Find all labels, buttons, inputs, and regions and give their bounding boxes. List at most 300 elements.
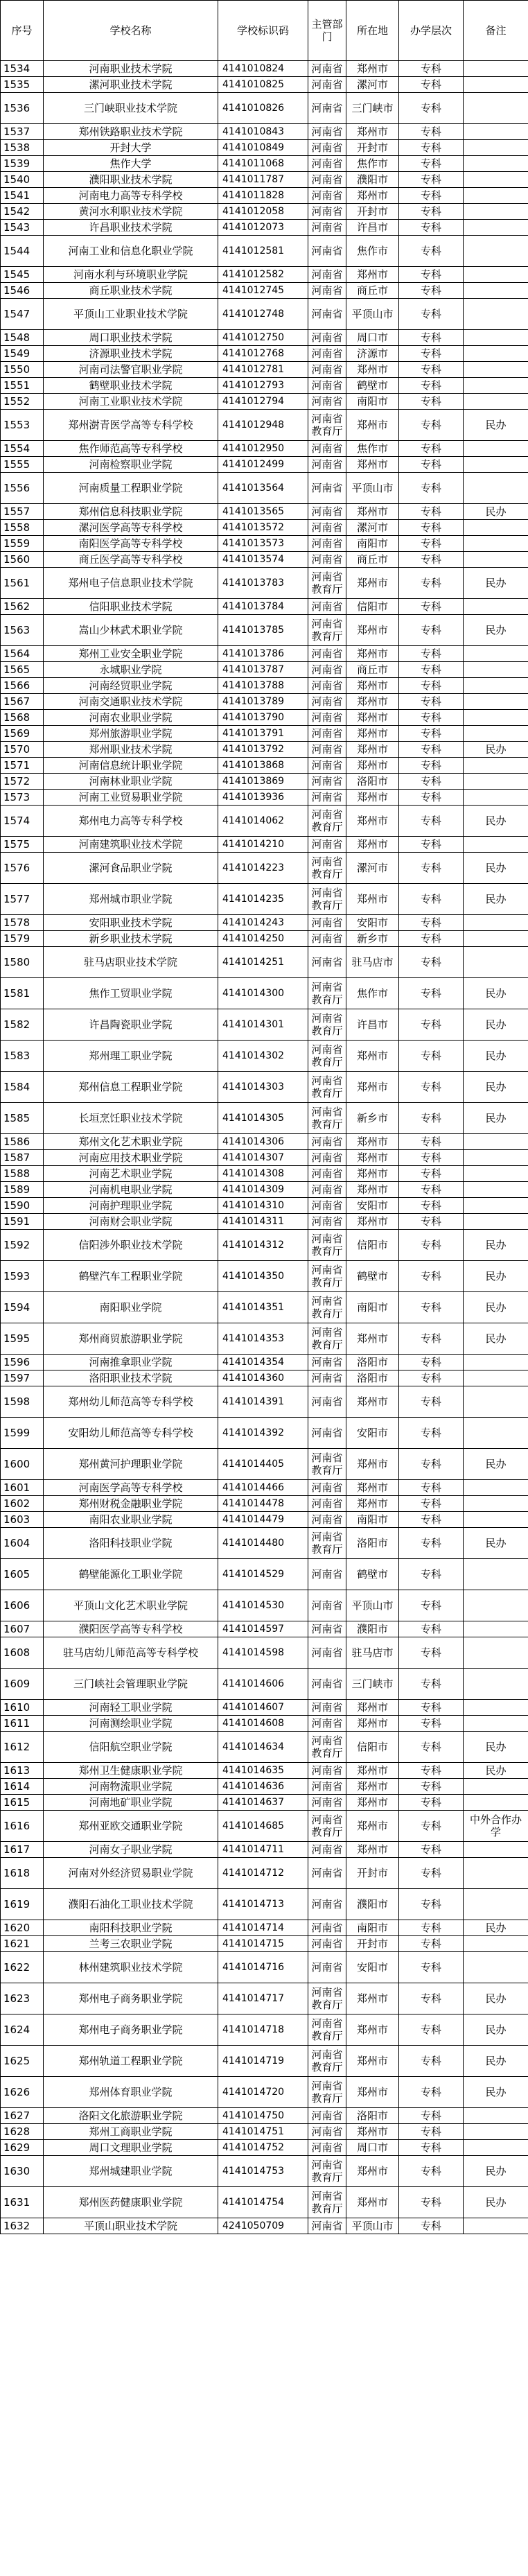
education-level-cell: 专科 — [399, 77, 464, 93]
row-number-cell: 1556 — [1, 473, 44, 504]
row-number-cell: 1601 — [1, 1480, 44, 1496]
row-number-cell: 1537 — [1, 124, 44, 140]
authority-cell: 河南省教育厅 — [308, 1230, 346, 1261]
table-row — [1, 2108, 528, 2124]
row-number-cell: 1551 — [1, 378, 44, 394]
education-level-cell: 专科 — [399, 1261, 464, 1292]
education-level-cell: 专科 — [399, 188, 464, 204]
authority-cell: 河南省教育厅 — [308, 1072, 346, 1103]
row-number-cell: 1606 — [1, 1590, 44, 1621]
authority-cell: 河南省教育厅 — [308, 978, 346, 1009]
remark-cell — [464, 1198, 528, 1214]
school-name-cell: 鹤壁能源化工职业学院 — [44, 1559, 218, 1590]
table-row — [1, 1952, 528, 1983]
location-cell: 许昌市 — [346, 1009, 399, 1041]
table-row — [1, 2218, 528, 2234]
education-level-cell: 专科 — [399, 283, 464, 299]
education-level-cell: 专科 — [399, 2046, 464, 2077]
table-row — [1, 299, 528, 330]
remark-cell — [464, 662, 528, 678]
school-name-cell: 商丘医学高等专科学校 — [44, 552, 218, 568]
table-row — [1, 615, 528, 646]
school-code-cell: 4141014479 — [218, 1512, 308, 1528]
school-name-cell: 河南轻工职业学院 — [44, 1700, 218, 1716]
row-number-cell: 1582 — [1, 1009, 44, 1041]
school-name-cell: 河南财会职业学院 — [44, 1214, 218, 1230]
school-code-cell: 4141014351 — [218, 1292, 308, 1323]
school-name-cell: 河南信息统计职业学院 — [44, 758, 218, 774]
remark-cell: 民办 — [464, 978, 528, 1009]
authority-cell: 河南省 — [308, 346, 346, 362]
remark-cell — [464, 520, 528, 536]
education-level-cell: 专科 — [399, 220, 464, 236]
location-cell: 郑州市 — [346, 1983, 399, 2014]
education-level-cell: 专科 — [399, 710, 464, 726]
row-number-cell: 1579 — [1, 931, 44, 947]
table-row — [1, 1637, 528, 1669]
table-row — [1, 1512, 528, 1528]
education-level-cell: 专科 — [399, 1198, 464, 1214]
row-number-cell: 1590 — [1, 1198, 44, 1214]
remark-cell — [464, 124, 528, 140]
authority-cell: 河南省 — [308, 915, 346, 931]
table-row — [1, 346, 528, 362]
remark-cell — [464, 1795, 528, 1811]
remark-cell: 民办 — [464, 2156, 528, 2187]
school-name-cell: 河南测绘职业学院 — [44, 1716, 218, 1732]
location-cell: 郑州市 — [346, 806, 399, 837]
school-code-cell: 4141010849 — [218, 140, 308, 156]
location-cell: 开封市 — [346, 204, 399, 220]
education-level-cell: 专科 — [399, 662, 464, 678]
education-level-cell: 专科 — [399, 1637, 464, 1669]
remark-cell: 民办 — [464, 2187, 528, 2218]
location-cell: 鹤壁市 — [346, 378, 399, 394]
authority-cell: 河南省 — [308, 1920, 346, 1936]
remark-cell — [464, 536, 528, 552]
authority-cell: 河南省教育厅 — [308, 2187, 346, 2218]
authority-cell: 河南省教育厅 — [308, 410, 346, 441]
row-number-cell: 1615 — [1, 1795, 44, 1811]
table-row — [1, 2046, 528, 2077]
location-cell: 洛阳市 — [346, 1355, 399, 1370]
location-cell: 焦作市 — [346, 236, 399, 267]
table-row — [1, 1072, 528, 1103]
table-row — [1, 646, 528, 662]
education-level-cell: 专科 — [399, 1166, 464, 1182]
education-level-cell: 专科 — [399, 1041, 464, 1072]
education-level-cell: 专科 — [399, 378, 464, 394]
row-number-cell: 1541 — [1, 188, 44, 204]
location-cell: 许昌市 — [346, 220, 399, 236]
location-cell: 郑州市 — [346, 267, 399, 283]
education-level-cell: 专科 — [399, 615, 464, 646]
school-name-cell: 信阳职业技术学院 — [44, 599, 218, 615]
authority-cell: 河南省 — [308, 1418, 346, 1449]
education-level-cell: 专科 — [399, 915, 464, 931]
school-code-cell: 4141012781 — [218, 362, 308, 378]
authority-cell: 河南省教育厅 — [308, 1732, 346, 1763]
authority-cell: 河南省 — [308, 362, 346, 378]
remark-cell — [464, 1700, 528, 1716]
location-cell: 漯河市 — [346, 853, 399, 884]
authority-cell: 河南省教育厅 — [308, 2046, 346, 2077]
row-number-cell: 1598 — [1, 1386, 44, 1418]
table-row — [1, 710, 528, 726]
location-cell: 信阳市 — [346, 1732, 399, 1763]
education-level-cell: 专科 — [399, 1842, 464, 1858]
location-cell: 济源市 — [346, 346, 399, 362]
location-cell: 郑州市 — [346, 457, 399, 473]
school-code-cell: 4141014306 — [218, 1134, 308, 1150]
authority-cell: 河南省 — [308, 1637, 346, 1669]
table-row — [1, 1983, 528, 2014]
school-name-cell: 漯河食品职业学院 — [44, 853, 218, 884]
row-number-cell: 1574 — [1, 806, 44, 837]
school-name-cell: 河南女子职业学院 — [44, 1842, 218, 1858]
school-name-cell: 河南司法警官职业学院 — [44, 362, 218, 378]
education-level-cell: 专科 — [399, 1512, 464, 1528]
school-code-cell: 4141014636 — [218, 1779, 308, 1795]
row-number-cell: 1560 — [1, 552, 44, 568]
table-row — [1, 774, 528, 790]
authority-cell: 河南省 — [308, 140, 346, 156]
table-row — [1, 2187, 528, 2218]
school-code-cell: 4141014307 — [218, 1150, 308, 1166]
school-name-cell: 郑州亚欧交通职业学院 — [44, 1811, 218, 1842]
location-cell: 郑州市 — [346, 742, 399, 758]
education-level-cell: 专科 — [399, 1370, 464, 1386]
remark-cell — [464, 77, 528, 93]
location-cell: 郑州市 — [346, 1496, 399, 1512]
remark-cell: 民办 — [464, 1072, 528, 1103]
school-name-cell: 郑州工商职业学院 — [44, 2124, 218, 2140]
school-code-cell: 4141014310 — [218, 1198, 308, 1214]
school-name-cell: 黄河水利职业技术学院 — [44, 204, 218, 220]
school-name-cell: 商丘职业技术学院 — [44, 283, 218, 299]
location-cell: 郑州市 — [346, 2046, 399, 2077]
location-cell: 三门峡市 — [346, 93, 399, 124]
remark-cell — [464, 283, 528, 299]
school-name-cell: 濮阳医学高等专科学校 — [44, 1621, 218, 1637]
school-name-cell: 南阳医学高等专科学校 — [44, 536, 218, 552]
remark-cell — [464, 2108, 528, 2124]
location-cell: 郑州市 — [346, 410, 399, 441]
table-row — [1, 1480, 528, 1496]
school-name-cell: 河南艺术职业学院 — [44, 1166, 218, 1182]
school-name-cell: 郑州电子商务职业学院 — [44, 2014, 218, 2046]
authority-cell: 河南省教育厅 — [308, 568, 346, 599]
school-code-cell: 4141013791 — [218, 726, 308, 742]
row-number-cell: 1602 — [1, 1496, 44, 1512]
remark-cell — [464, 1716, 528, 1732]
authority-cell: 河南省 — [308, 726, 346, 742]
education-level-cell: 专科 — [399, 790, 464, 806]
remark-cell — [464, 1637, 528, 1669]
row-number-cell: 1620 — [1, 1920, 44, 1936]
row-number-cell: 1555 — [1, 457, 44, 473]
location-cell: 郑州市 — [346, 2124, 399, 2140]
table-row — [1, 853, 528, 884]
row-number-cell: 1616 — [1, 1811, 44, 1842]
school-name-cell: 郑州电子信息职业技术学院 — [44, 568, 218, 599]
remark-cell — [464, 710, 528, 726]
education-level-cell: 专科 — [399, 536, 464, 552]
school-name-cell: 平顶山文化艺术职业学院 — [44, 1590, 218, 1621]
table-row — [1, 77, 528, 93]
school-name-cell: 平顶山职业技术学院 — [44, 2218, 218, 2234]
row-number-cell: 1580 — [1, 947, 44, 978]
header-school-name: 学校名称 — [44, 1, 218, 61]
location-cell: 周口市 — [346, 330, 399, 346]
remark-cell — [464, 188, 528, 204]
header-level: 办学层次 — [399, 1, 464, 61]
authority-cell: 河南省 — [308, 1480, 346, 1496]
row-number-cell: 1614 — [1, 1779, 44, 1795]
location-cell: 南阳市 — [346, 536, 399, 552]
school-name-cell: 许昌职业技术学院 — [44, 220, 218, 236]
school-name-cell: 河南检察职业学院 — [44, 457, 218, 473]
location-cell: 郑州市 — [346, 1323, 399, 1355]
school-name-cell: 郑州澍青医学高等专科学校 — [44, 410, 218, 441]
remark-cell: 民办 — [464, 615, 528, 646]
remark-cell — [464, 61, 528, 77]
table-row — [1, 931, 528, 947]
row-number-cell: 1535 — [1, 77, 44, 93]
education-level-cell: 专科 — [399, 1920, 464, 1936]
school-name-cell: 洛阳科技职业学院 — [44, 1528, 218, 1559]
remark-cell — [464, 2124, 528, 2140]
school-name-cell: 郑州卫生健康职业学院 — [44, 1763, 218, 1779]
row-number-cell: 1534 — [1, 61, 44, 77]
school-name-cell: 南阳科技职业学院 — [44, 1920, 218, 1936]
location-cell: 平顶山市 — [346, 2218, 399, 2234]
school-name-cell: 许昌陶瓷职业学院 — [44, 1009, 218, 1041]
location-cell: 郑州市 — [346, 790, 399, 806]
authority-cell: 河南省 — [308, 1842, 346, 1858]
remark-cell — [464, 1150, 528, 1166]
row-number-cell: 1588 — [1, 1166, 44, 1182]
education-level-cell: 专科 — [399, 2187, 464, 2218]
school-name-cell: 河南农业职业学院 — [44, 710, 218, 726]
row-number-cell: 1576 — [1, 853, 44, 884]
remark-cell — [464, 1386, 528, 1418]
remark-cell — [464, 726, 528, 742]
education-level-cell: 专科 — [399, 299, 464, 330]
school-code-cell: 4141013789 — [218, 694, 308, 710]
school-name-cell: 洛阳职业技术学院 — [44, 1370, 218, 1386]
authority-cell: 河南省教育厅 — [308, 806, 346, 837]
header-dept: 主管部门 — [308, 1, 346, 61]
remark-cell — [464, 172, 528, 188]
location-cell: 郑州市 — [346, 362, 399, 378]
education-level-cell: 专科 — [399, 568, 464, 599]
remark-cell: 民办 — [464, 1041, 528, 1072]
row-number-cell: 1589 — [1, 1182, 44, 1198]
remark-cell — [464, 1370, 528, 1386]
row-number-cell: 1559 — [1, 536, 44, 552]
remark-cell: 民办 — [464, 1323, 528, 1355]
location-cell: 信阳市 — [346, 599, 399, 615]
school-name-cell: 郑州体育职业学院 — [44, 2077, 218, 2108]
remark-cell: 民办 — [464, 1449, 528, 1480]
authority-cell: 河南省 — [308, 1166, 346, 1182]
location-cell: 郑州市 — [346, 726, 399, 742]
table-row — [1, 1889, 528, 1920]
education-level-cell: 专科 — [399, 362, 464, 378]
school-code-cell: 4141014713 — [218, 1889, 308, 1920]
school-code-cell: 4141014354 — [218, 1355, 308, 1370]
authority-cell: 河南省 — [308, 441, 346, 457]
table-row — [1, 806, 528, 837]
education-level-cell: 专科 — [399, 774, 464, 790]
row-number-cell: 1629 — [1, 2140, 44, 2156]
remark-cell — [464, 1952, 528, 1983]
school-code-cell: 4141014635 — [218, 1763, 308, 1779]
remark-cell — [464, 1842, 528, 1858]
education-level-cell: 专科 — [399, 1355, 464, 1370]
education-level-cell: 专科 — [399, 931, 464, 947]
remark-cell: 民办 — [464, 1009, 528, 1041]
row-number-cell: 1587 — [1, 1150, 44, 1166]
row-number-cell: 1632 — [1, 2218, 44, 2234]
row-number-cell: 1605 — [1, 1559, 44, 1590]
location-cell: 郑州市 — [346, 2187, 399, 2218]
authority-cell: 河南省教育厅 — [308, 853, 346, 884]
school-code-cell: 4141013574 — [218, 552, 308, 568]
school-code-cell: 4141013783 — [218, 568, 308, 599]
school-code-cell: 4141014392 — [218, 1418, 308, 1449]
remark-cell — [464, 156, 528, 172]
education-level-cell: 专科 — [399, 267, 464, 283]
education-level-cell: 专科 — [399, 1182, 464, 1198]
education-level-cell: 专科 — [399, 330, 464, 346]
school-name-cell: 林州建筑职业技术学院 — [44, 1952, 218, 1983]
school-code-cell: 4141014312 — [218, 1230, 308, 1261]
row-number-cell: 1593 — [1, 1261, 44, 1292]
school-code-cell: 4141014300 — [218, 978, 308, 1009]
table-row — [1, 1559, 528, 1590]
location-cell: 濮阳市 — [346, 172, 399, 188]
row-number-cell: 1573 — [1, 790, 44, 806]
authority-cell: 河南省 — [308, 1198, 346, 1214]
location-cell: 郑州市 — [346, 646, 399, 662]
table-row — [1, 204, 528, 220]
row-number-cell: 1567 — [1, 694, 44, 710]
authority-cell: 河南省 — [308, 93, 346, 124]
row-number-cell: 1552 — [1, 394, 44, 410]
row-number-cell: 1548 — [1, 330, 44, 346]
school-code-cell: 4141014718 — [218, 2014, 308, 2046]
location-cell: 洛阳市 — [346, 1370, 399, 1386]
row-number-cell: 1570 — [1, 742, 44, 758]
authority-cell: 河南省 — [308, 267, 346, 283]
education-level-cell: 专科 — [399, 140, 464, 156]
education-level-cell: 专科 — [399, 853, 464, 884]
authority-cell: 河南省 — [308, 1621, 346, 1637]
row-number-cell: 1540 — [1, 172, 44, 188]
school-name-cell: 安阳幼儿师范高等专科学校 — [44, 1418, 218, 1449]
table-row — [1, 884, 528, 915]
education-level-cell: 专科 — [399, 1559, 464, 1590]
school-name-cell: 河南物流职业学院 — [44, 1779, 218, 1795]
authority-cell: 河南省 — [308, 394, 346, 410]
school-name-cell: 河南地矿职业学院 — [44, 1795, 218, 1811]
authority-cell: 河南省 — [308, 1669, 346, 1700]
school-name-cell: 河南工业职业技术学院 — [44, 394, 218, 410]
table-row — [1, 220, 528, 236]
school-code-cell: 4141013785 — [218, 615, 308, 646]
row-number-cell: 1625 — [1, 2046, 44, 2077]
school-name-cell: 信阳涉外职业技术学院 — [44, 1230, 218, 1261]
authority-cell: 河南省 — [308, 1370, 346, 1386]
school-name-cell: 郑州电力高等专科学校 — [44, 806, 218, 837]
authority-cell: 河南省 — [308, 1763, 346, 1779]
authority-cell: 河南省教育厅 — [308, 2156, 346, 2187]
education-level-cell: 专科 — [399, 410, 464, 441]
authority-cell: 河南省 — [308, 188, 346, 204]
location-cell: 郑州市 — [346, 1716, 399, 1732]
table-row — [1, 2140, 528, 2156]
school-code-cell: 4141011828 — [218, 188, 308, 204]
authority-cell: 河南省 — [308, 662, 346, 678]
authority-cell: 河南省 — [308, 330, 346, 346]
remark-cell — [464, 1889, 528, 1920]
row-number-cell: 1630 — [1, 2156, 44, 2187]
row-number-cell: 1610 — [1, 1700, 44, 1716]
table-row — [1, 330, 528, 346]
row-number-cell: 1549 — [1, 346, 44, 362]
remark-cell — [464, 220, 528, 236]
school-code-cell: 4141014751 — [218, 2124, 308, 2140]
authority-cell: 河南省教育厅 — [308, 1528, 346, 1559]
authority-cell: 河南省 — [308, 1134, 346, 1150]
table-row — [1, 93, 528, 124]
remark-cell: 民办 — [464, 1763, 528, 1779]
location-cell: 郑州市 — [346, 710, 399, 726]
school-code-cell: 4141014711 — [218, 1842, 308, 1858]
authority-cell: 河南省 — [308, 710, 346, 726]
school-name-cell: 焦作工贸职业学院 — [44, 978, 218, 1009]
education-level-cell: 专科 — [399, 726, 464, 742]
school-name-cell: 郑州职业技术学院 — [44, 742, 218, 758]
education-level-cell: 专科 — [399, 2077, 464, 2108]
school-code-cell: 4141014308 — [218, 1166, 308, 1182]
school-code-cell: 4141014250 — [218, 931, 308, 947]
school-code-cell: 4141013868 — [218, 758, 308, 774]
location-cell: 商丘市 — [346, 283, 399, 299]
education-level-cell: 专科 — [399, 1763, 464, 1779]
row-number-cell: 1538 — [1, 140, 44, 156]
education-level-cell: 专科 — [399, 457, 464, 473]
school-code-cell: 4141014480 — [218, 1528, 308, 1559]
row-number-cell: 1585 — [1, 1103, 44, 1134]
row-number-cell: 1586 — [1, 1134, 44, 1150]
location-cell: 郑州市 — [346, 1795, 399, 1811]
remark-cell — [464, 1496, 528, 1512]
remark-cell — [464, 93, 528, 124]
location-cell: 郑州市 — [346, 1700, 399, 1716]
authority-cell: 河南省 — [308, 599, 346, 615]
education-level-cell: 专科 — [399, 1418, 464, 1449]
remark-cell — [464, 362, 528, 378]
school-code-cell: 4141014637 — [218, 1795, 308, 1811]
school-name-cell: 河南建筑职业技术学院 — [44, 837, 218, 853]
table-row — [1, 568, 528, 599]
school-name-cell: 开封大学 — [44, 140, 218, 156]
school-code-cell: 4141014243 — [218, 915, 308, 931]
authority-cell: 河南省 — [308, 77, 346, 93]
